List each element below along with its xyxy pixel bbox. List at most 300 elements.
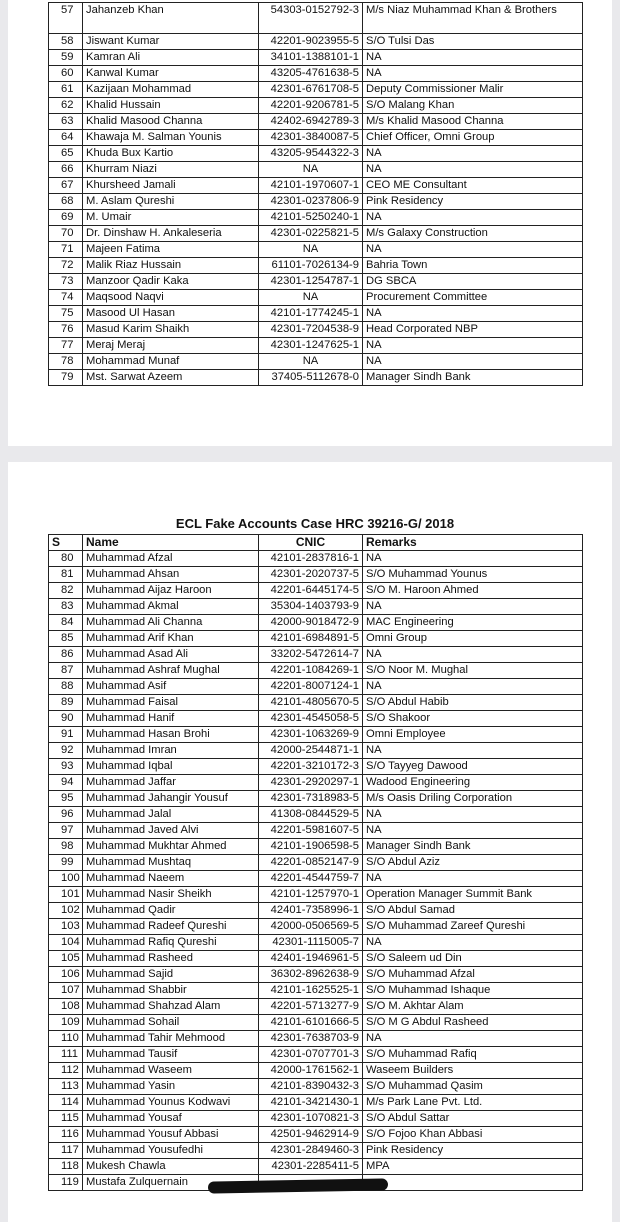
remarks-cell: S/O Tulsi Das <box>363 34 583 50</box>
table-row <box>49 290 583 306</box>
cnic-cell: 42201-8007124-1 <box>259 679 363 695</box>
cnic-cell: 42301-2849460-3 <box>259 1143 363 1159</box>
remarks-cell: NA <box>363 338 583 354</box>
remarks-cell: S/O Muhammad Afzal <box>363 967 583 983</box>
serial-cell: 98 <box>49 839 83 855</box>
redaction-mark <box>208 1178 388 1193</box>
serial-cell: 111 <box>49 1047 83 1063</box>
table-row <box>49 599 583 615</box>
remarks-cell: NA <box>363 599 583 615</box>
name-cell: Muhammad Aijaz Haroon <box>83 583 259 599</box>
serial-cell: 87 <box>49 663 83 679</box>
serial-cell: 60 <box>49 66 83 82</box>
cnic-cell: 42301-0225821-5 <box>259 226 363 242</box>
table-row <box>49 98 583 114</box>
remarks-cell: M/s Khalid Masood Channa <box>363 114 583 130</box>
remarks-cell: NA <box>363 162 583 178</box>
table-row <box>49 242 583 258</box>
table-row <box>49 1031 583 1047</box>
table-row <box>49 162 583 178</box>
table-row <box>49 338 583 354</box>
cnic-cell: 42101-1257970-1 <box>259 887 363 903</box>
remarks-cell: M/s Park Lane Pvt. Ltd. <box>363 1095 583 1111</box>
name-cell: Muhammad Radeef Qureshi <box>83 919 259 935</box>
name-cell: Muhammad Akmal <box>83 599 259 615</box>
serial-cell: 117 <box>49 1143 83 1159</box>
name-cell: Muhammad Nasir Sheikh <box>83 887 259 903</box>
serial-cell: 100 <box>49 871 83 887</box>
table-row <box>49 50 583 66</box>
serial-cell: 73 <box>49 274 83 290</box>
remarks-cell: Manager Sindh Bank <box>363 370 583 386</box>
name-cell: Muhammad Asif <box>83 679 259 695</box>
remarks-cell: NA <box>363 871 583 887</box>
remarks-cell: Omni Employee <box>363 727 583 743</box>
remarks-cell: S/O Muhammad Ishaque <box>363 983 583 999</box>
name-cell: Muhammad Iqbal <box>83 759 259 775</box>
remarks-cell: S/O Abdul Sattar <box>363 1111 583 1127</box>
name-cell: Mukesh Chawla <box>83 1159 259 1175</box>
cnic-cell: 42101-1906598-5 <box>259 839 363 855</box>
table-row <box>49 1047 583 1063</box>
table-row <box>49 711 583 727</box>
serial-cell: 103 <box>49 919 83 935</box>
table-row <box>49 1079 583 1095</box>
table-row <box>49 695 583 711</box>
name-cell: Muhammad Faisal <box>83 695 259 711</box>
name-cell: Khuda Bux Kartio <box>83 146 259 162</box>
serial-cell: 76 <box>49 322 83 338</box>
name-cell: Malik Riaz Hussain <box>83 258 259 274</box>
cnic-cell: 42201-9023955-5 <box>259 34 363 50</box>
table-row <box>49 647 583 663</box>
remarks-cell: S/O Shakoor <box>363 711 583 727</box>
name-cell: Muhammad Jaffar <box>83 775 259 791</box>
serial-cell: 99 <box>49 855 83 871</box>
name-cell: Muhammad Qadir <box>83 903 259 919</box>
name-cell: Muhammad Ali Channa <box>83 615 259 631</box>
cnic-cell: 42301-1070821-3 <box>259 1111 363 1127</box>
serial-cell: 114 <box>49 1095 83 1111</box>
name-cell: Muhammad Sohail <box>83 1015 259 1031</box>
serial-cell: 86 <box>49 647 83 663</box>
serial-cell: 92 <box>49 743 83 759</box>
serial-cell: 70 <box>49 226 83 242</box>
remarks-cell: NA <box>363 66 583 82</box>
remarks-cell: S/O Abdul Habib <box>363 695 583 711</box>
table-row <box>49 871 583 887</box>
cnic-cell: 42201-4544759-7 <box>259 871 363 887</box>
serial-cell: 102 <box>49 903 83 919</box>
cnic-cell: 42101-4805670-5 <box>259 695 363 711</box>
remarks-cell: NA <box>363 807 583 823</box>
remarks-cell: NA <box>363 935 583 951</box>
name-cell: Muhammad Mushtaq <box>83 855 259 871</box>
cnic-cell: 42000-9018472-9 <box>259 615 363 631</box>
name-cell: Masud Karim Shaikh <box>83 322 259 338</box>
remarks-cell <box>363 1175 583 1191</box>
serial-cell: 101 <box>49 887 83 903</box>
cnic-cell: 42501-9462914-9 <box>259 1127 363 1143</box>
cnic-cell: 42301-2285411-5 <box>259 1159 363 1175</box>
cnic-cell: NA <box>259 242 363 258</box>
serial-cell: 116 <box>49 1127 83 1143</box>
remarks-cell: Chief Officer, Omni Group <box>363 130 583 146</box>
table-row <box>49 999 583 1015</box>
name-cell: Kazijaan Mohammad <box>83 82 259 98</box>
remarks-cell: NA <box>363 823 583 839</box>
header-remarks: Remarks <box>363 535 583 551</box>
serial-cell: 68 <box>49 194 83 210</box>
name-cell: Muhammad Yousufedhi <box>83 1143 259 1159</box>
remarks-cell: M/s Niaz Muhammad Khan & Brothers <box>363 3 583 34</box>
cnic-cell: 42101-5250240-1 <box>259 210 363 226</box>
table-row <box>49 567 583 583</box>
serial-cell: 94 <box>49 775 83 791</box>
serial-cell: 93 <box>49 759 83 775</box>
name-cell: Kanwal Kumar <box>83 66 259 82</box>
table-row <box>49 274 583 290</box>
name-cell: Muhammad Hasan Brohi <box>83 727 259 743</box>
cnic-cell: 42000-2544871-1 <box>259 743 363 759</box>
serial-cell: 106 <box>49 967 83 983</box>
table-row <box>49 935 583 951</box>
remarks-cell: Head Corporated NBP <box>363 322 583 338</box>
remarks-cell: NA <box>363 551 583 567</box>
serial-cell: 113 <box>49 1079 83 1095</box>
name-cell: Mustafa Zulquernain <box>83 1175 259 1191</box>
cnic-cell: 42301-1115005-7 <box>259 935 363 951</box>
table-row <box>49 823 583 839</box>
cnic-cell: 42101-1970607-1 <box>259 178 363 194</box>
remarks-cell: S/O Abdul Aziz <box>363 855 583 871</box>
serial-cell: 107 <box>49 983 83 999</box>
cnic-cell: 42101-1625525-1 <box>259 983 363 999</box>
document-page-1 <box>8 0 612 446</box>
serial-cell: 89 <box>49 695 83 711</box>
remarks-cell: NA <box>363 210 583 226</box>
name-cell: Meraj Meraj <box>83 338 259 354</box>
cnic-cell: 42301-0237806-9 <box>259 194 363 210</box>
cnic-cell: 54303-0152792-3 <box>259 3 363 34</box>
serial-cell: 83 <box>49 599 83 615</box>
table-row <box>49 130 583 146</box>
serial-cell: 77 <box>49 338 83 354</box>
remarks-cell: NA <box>363 146 583 162</box>
table-row <box>49 631 583 647</box>
serial-cell: 59 <box>49 50 83 66</box>
cnic-cell: 42201-1084269-1 <box>259 663 363 679</box>
serial-cell: 69 <box>49 210 83 226</box>
header-cnic: CNIC <box>259 535 363 551</box>
table-row <box>49 1159 583 1175</box>
remarks-cell: NA <box>363 354 583 370</box>
cnic-cell: NA <box>259 162 363 178</box>
cnic-cell: 42201-9206781-5 <box>259 98 363 114</box>
serial-cell: 118 <box>49 1159 83 1175</box>
serial-cell: 71 <box>49 242 83 258</box>
table-row <box>49 839 583 855</box>
table-row <box>49 82 583 98</box>
serial-cell: 108 <box>49 999 83 1015</box>
document-page-2 <box>8 462 612 1222</box>
name-cell: M. Aslam Qureshi <box>83 194 259 210</box>
remarks-cell: S/O Noor M. Mughal <box>363 663 583 679</box>
serial-cell: 90 <box>49 711 83 727</box>
remarks-cell: DG SBCA <box>363 274 583 290</box>
serial-cell: 57 <box>49 3 83 34</box>
remarks-cell: S/O Abdul Samad <box>363 903 583 919</box>
name-cell: Mst. Sarwat Azeem <box>83 370 259 386</box>
remarks-cell: S/O M G Abdul Rasheed <box>363 1015 583 1031</box>
table-row <box>49 551 583 567</box>
name-cell: Muhammad Tausif <box>83 1047 259 1063</box>
name-cell: Muhammad Naeem <box>83 871 259 887</box>
remarks-cell: Bahria Town <box>363 258 583 274</box>
cnic-cell: 42301-0707701-3 <box>259 1047 363 1063</box>
cnic-cell: 42301-3840087-5 <box>259 130 363 146</box>
name-cell: Khurram Niazi <box>83 162 259 178</box>
name-cell: Mohammad Munaf <box>83 354 259 370</box>
table-row <box>49 887 583 903</box>
cnic-cell: 42301-6761708-5 <box>259 82 363 98</box>
remarks-cell: CEO ME Consultant <box>363 178 583 194</box>
name-cell: Masood Ul Hasan <box>83 306 259 322</box>
remarks-cell: S/O Muhammad Rafiq <box>363 1047 583 1063</box>
serial-cell: 65 <box>49 146 83 162</box>
name-cell: Khawaja M. Salman Younis <box>83 130 259 146</box>
table-row <box>49 114 583 130</box>
name-cell: Muhammad Imran <box>83 743 259 759</box>
remarks-cell: S/O Muhammad Qasim <box>363 1079 583 1095</box>
name-cell: Muhammad Ashraf Mughal <box>83 663 259 679</box>
serial-cell: 58 <box>49 34 83 50</box>
cnic-cell: 42401-1946961-5 <box>259 951 363 967</box>
name-cell: Muhammad Yousaf <box>83 1111 259 1127</box>
table-row <box>49 951 583 967</box>
remarks-cell: Pink Residency <box>363 194 583 210</box>
table-row <box>49 807 583 823</box>
name-cell: Muhammad Asad Ali <box>83 647 259 663</box>
name-cell: Muhammad Afzal <box>83 551 259 567</box>
name-cell: M. Umair <box>83 210 259 226</box>
remarks-cell: NA <box>363 50 583 66</box>
table-row <box>49 258 583 274</box>
cnic-cell: 42000-0506569-5 <box>259 919 363 935</box>
serial-cell: 82 <box>49 583 83 599</box>
serial-cell: 80 <box>49 551 83 567</box>
table-row <box>49 146 583 162</box>
table-row <box>49 370 583 386</box>
cnic-cell: 42101-3421430-1 <box>259 1095 363 1111</box>
name-cell: Muhammad Rafiq Qureshi <box>83 935 259 951</box>
table-row <box>49 1063 583 1079</box>
table-row <box>49 615 583 631</box>
cnic-cell: 42101-2837816-1 <box>259 551 363 567</box>
cnic-cell: 42402-6942789-3 <box>259 114 363 130</box>
cnic-cell: 42301-7318983-5 <box>259 791 363 807</box>
serial-cell: 62 <box>49 98 83 114</box>
serial-cell: 104 <box>49 935 83 951</box>
table-row <box>49 1143 583 1159</box>
name-cell: Muhammad Mukhtar Ahmed <box>83 839 259 855</box>
cnic-cell: 42301-2920297-1 <box>259 775 363 791</box>
serial-cell: 115 <box>49 1111 83 1127</box>
name-cell: Khalid Hussain <box>83 98 259 114</box>
cnic-cell: 37405-5112678-0 <box>259 370 363 386</box>
serial-cell: 85 <box>49 631 83 647</box>
serial-cell: 74 <box>49 290 83 306</box>
table-row <box>49 1015 583 1031</box>
table-row <box>49 983 583 999</box>
serial-cell: 61 <box>49 82 83 98</box>
table-row <box>49 1095 583 1111</box>
table-row <box>49 663 583 679</box>
table-row <box>49 727 583 743</box>
remarks-cell: MPA <box>363 1159 583 1175</box>
name-cell: Muhammad Ahsan <box>83 567 259 583</box>
table-row <box>49 3 583 34</box>
serial-cell: 109 <box>49 1015 83 1031</box>
remarks-cell: NA <box>363 743 583 759</box>
serial-cell: 84 <box>49 615 83 631</box>
remarks-cell: S/O M. Akhtar Alam <box>363 999 583 1015</box>
cnic-cell: 42301-2020737-5 <box>259 567 363 583</box>
cnic-cell: 42201-0852147-9 <box>259 855 363 871</box>
serial-cell: 63 <box>49 114 83 130</box>
name-cell: Muhammad Shahzad Alam <box>83 999 259 1015</box>
cnic-cell: 35304-1403793-9 <box>259 599 363 615</box>
remarks-cell: M/s Galaxy Construction <box>363 226 583 242</box>
remarks-cell: Manager Sindh Bank <box>363 839 583 855</box>
name-cell: Jahanzeb Khan <box>83 3 259 34</box>
remarks-cell: S/O Saleem ud Din <box>363 951 583 967</box>
cnic-cell: 42401-7358996-1 <box>259 903 363 919</box>
remarks-cell: NA <box>363 306 583 322</box>
cnic-cell: 36302-8962638-9 <box>259 967 363 983</box>
name-cell: Muhammad Jalal <box>83 807 259 823</box>
table-row <box>49 34 583 50</box>
cnic-cell: 41308-0844529-5 <box>259 807 363 823</box>
serial-cell: 78 <box>49 354 83 370</box>
table-row <box>49 919 583 935</box>
cnic-cell: 33202-5472614-7 <box>259 647 363 663</box>
name-cell: Dr. Dinshaw H. Ankaleseria <box>83 226 259 242</box>
header-serial: S <box>49 535 83 551</box>
cnic-cell: 42101-6984891-5 <box>259 631 363 647</box>
cnic-cell: NA <box>259 290 363 306</box>
remarks-cell: Procurement Committee <box>363 290 583 306</box>
serial-cell: 119 <box>49 1175 83 1191</box>
remarks-cell: NA <box>363 679 583 695</box>
name-cell: Kamran Ali <box>83 50 259 66</box>
serial-cell: 64 <box>49 130 83 146</box>
serial-cell: 79 <box>49 370 83 386</box>
serial-cell: 66 <box>49 162 83 178</box>
name-cell: Muhammad Sajid <box>83 967 259 983</box>
serial-cell: 81 <box>49 567 83 583</box>
cnic-cell: 42301-1247625-1 <box>259 338 363 354</box>
name-cell: Khalid Masood Channa <box>83 114 259 130</box>
cnic-cell: 42101-8390432-3 <box>259 1079 363 1095</box>
name-cell: Muhammad Yousuf Abbasi <box>83 1127 259 1143</box>
table-row <box>49 226 583 242</box>
table-row <box>49 178 583 194</box>
remarks-cell: NA <box>363 242 583 258</box>
name-cell: Muhammad Rasheed <box>83 951 259 967</box>
name-cell: Muhammad Hanif <box>83 711 259 727</box>
cnic-cell: 42201-6445174-5 <box>259 583 363 599</box>
cnic-cell: 42101-6101666-5 <box>259 1015 363 1031</box>
cnic-cell: 42201-5713277-9 <box>259 999 363 1015</box>
serial-cell: 88 <box>49 679 83 695</box>
name-cell: Manzoor Qadir Kaka <box>83 274 259 290</box>
serial-cell: 67 <box>49 178 83 194</box>
table-row <box>49 967 583 983</box>
table-row <box>49 583 583 599</box>
name-cell: Jiswant Kumar <box>83 34 259 50</box>
table-row <box>49 66 583 82</box>
cnic-cell: 42101-1774245-1 <box>259 306 363 322</box>
name-cell: Muhammad Shabbir <box>83 983 259 999</box>
serial-cell: 95 <box>49 791 83 807</box>
remarks-cell: S/O Muhammad Zareef Qureshi <box>363 919 583 935</box>
table-row <box>49 775 583 791</box>
serial-cell: 96 <box>49 807 83 823</box>
accounts-table-page-2 <box>48 534 583 1191</box>
serial-cell: 97 <box>49 823 83 839</box>
serial-cell: 105 <box>49 951 83 967</box>
cnic-cell: 42301-7204538-9 <box>259 322 363 338</box>
table-row <box>49 855 583 871</box>
cnic-cell: 43205-9544322-3 <box>259 146 363 162</box>
remarks-cell: Deputy Commissioner Malir <box>363 82 583 98</box>
accounts-table-page-1 <box>48 2 583 386</box>
serial-cell: 91 <box>49 727 83 743</box>
name-cell: Muhammad Waseem <box>83 1063 259 1079</box>
remarks-cell: Waseem Builders <box>363 1063 583 1079</box>
table-row <box>49 791 583 807</box>
cnic-cell: 42201-3210172-3 <box>259 759 363 775</box>
serial-cell: 112 <box>49 1063 83 1079</box>
table-row <box>49 322 583 338</box>
serial-cell: 72 <box>49 258 83 274</box>
serial-cell: 75 <box>49 306 83 322</box>
cnic-cell: 42301-1254787-1 <box>259 274 363 290</box>
remarks-cell: S/O Tayyeg Dawood <box>363 759 583 775</box>
cnic-cell: 42301-1063269-9 <box>259 727 363 743</box>
cnic-cell: 61101-7026134-9 <box>259 258 363 274</box>
remarks-cell: S/O Muhammad Younus <box>363 567 583 583</box>
table-row <box>49 210 583 226</box>
table-row <box>49 759 583 775</box>
cnic-cell: 42301-7638703-9 <box>259 1031 363 1047</box>
cnic-cell: 34101-1388101-1 <box>259 50 363 66</box>
remarks-cell: S/O Malang Khan <box>363 98 583 114</box>
table-row <box>49 679 583 695</box>
remarks-cell: Omni Group <box>363 631 583 647</box>
table-header-row <box>49 535 583 551</box>
remarks-cell: Wadood Engineering <box>363 775 583 791</box>
name-cell: Muhammad Arif Khan <box>83 631 259 647</box>
serial-cell: 110 <box>49 1031 83 1047</box>
table-row <box>49 903 583 919</box>
cnic-cell: 43205-4761638-5 <box>259 66 363 82</box>
cnic-cell: 42201-5981607-5 <box>259 823 363 839</box>
remarks-cell: Pink Residency <box>363 1143 583 1159</box>
cnic-cell: NA <box>259 354 363 370</box>
remarks-cell: Operation Manager Summit Bank <box>363 887 583 903</box>
